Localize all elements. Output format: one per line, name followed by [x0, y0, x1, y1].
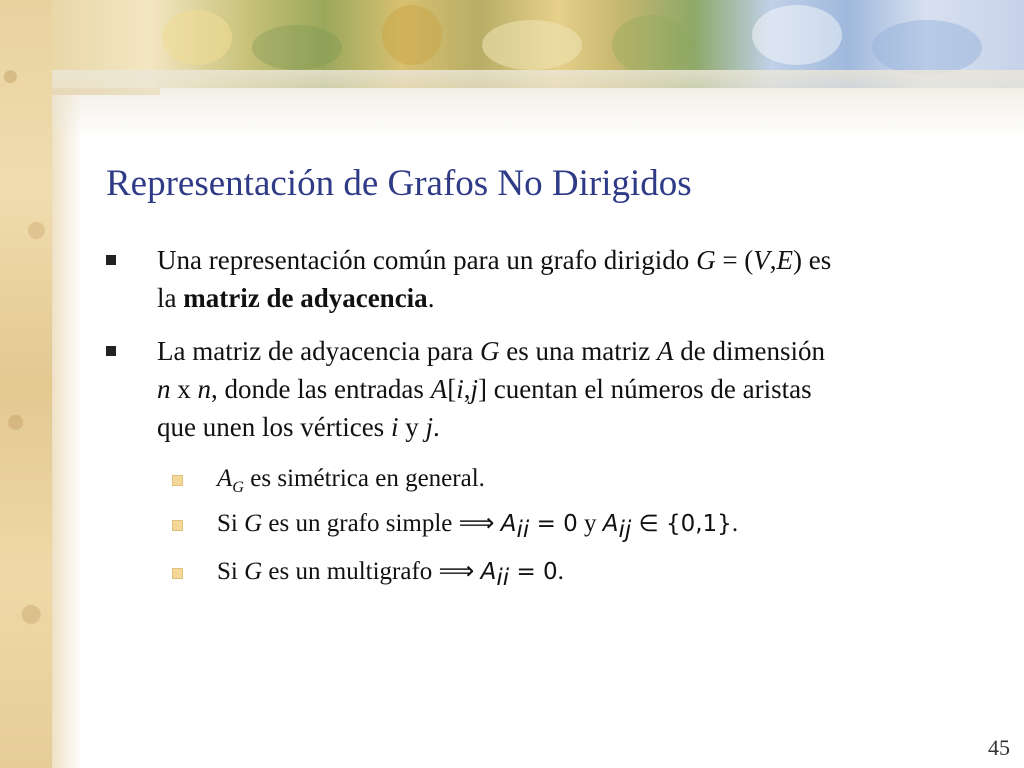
sub-bullet-text: Si G es un grafo simple ⟹ $A_{ii} = 0$ y $A_{ij}$ ∈ {0,1}.	[217, 510, 739, 543]
bullet-text: La matriz de adyacencia para G es una matriz A de dimensión n x n, donde las entradas A[i,j] cuentan el números de aristas que unen los vértices i y j.	[157, 336, 825, 442]
page-number: 45	[988, 735, 1010, 760]
sub-bullet-item	[172, 555, 972, 595]
square-bullet-icon	[106, 255, 116, 265]
decorative-banner-fade	[52, 70, 1024, 140]
square-bullet-icon	[172, 568, 183, 579]
slide-title: Representación de Grafos No Dirigidos	[106, 163, 692, 204]
bullet-item	[106, 332, 1006, 452]
sub-bullet-text: Si G es un multigrafo ⟹ $A_{ii} = 0$.	[217, 558, 564, 591]
square-bullet-icon	[172, 475, 183, 486]
bullet-item	[106, 241, 1006, 321]
sub-bullet-text: $A_G$ es simétrica en general.	[217, 465, 485, 496]
bullet-text: Una representación común para un grafo dirigido G = (V,E) es la matriz de adyacencia.	[157, 245, 832, 313]
decorative-left-strip	[0, 0, 52, 768]
sub-bullet-item	[172, 462, 972, 498]
square-bullet-icon	[172, 520, 183, 531]
square-bullet-icon	[106, 346, 116, 356]
sub-bullet-item	[172, 507, 972, 547]
